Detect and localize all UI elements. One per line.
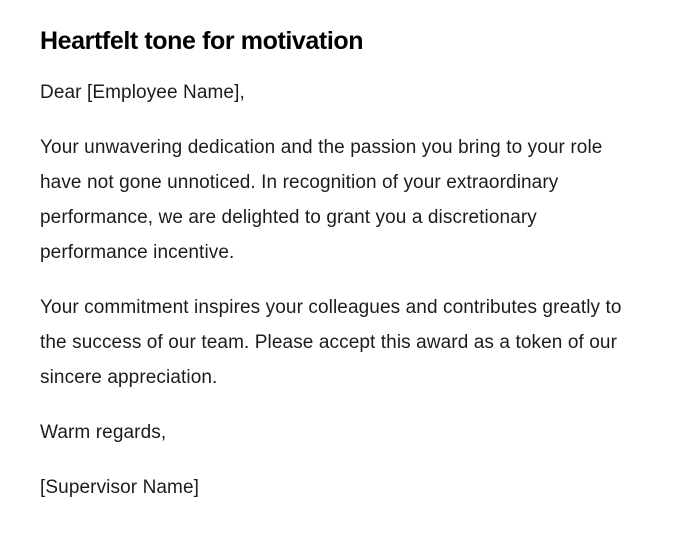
letter-paragraph-1: Your unwavering dedication and the passion you bring to your role have not gone unnoticed. In recognition of your extraordinary performance, we are delighted to grant you a discretionary performance incentive. [40, 137, 603, 263]
letter-greeting: Dear [Employee Name], [40, 82, 245, 103]
letter-paragraph-2: Your commitment inspires your colleagues and contributes greatly to the success of our team. Please accept this award as a token of our sincere appreciation. [40, 297, 622, 388]
document-title: Heartfelt tone for motivation [40, 27, 364, 55]
letter-closing: Warm regards, [40, 422, 167, 443]
letter-signature: [Supervisor Name] [40, 477, 200, 498]
